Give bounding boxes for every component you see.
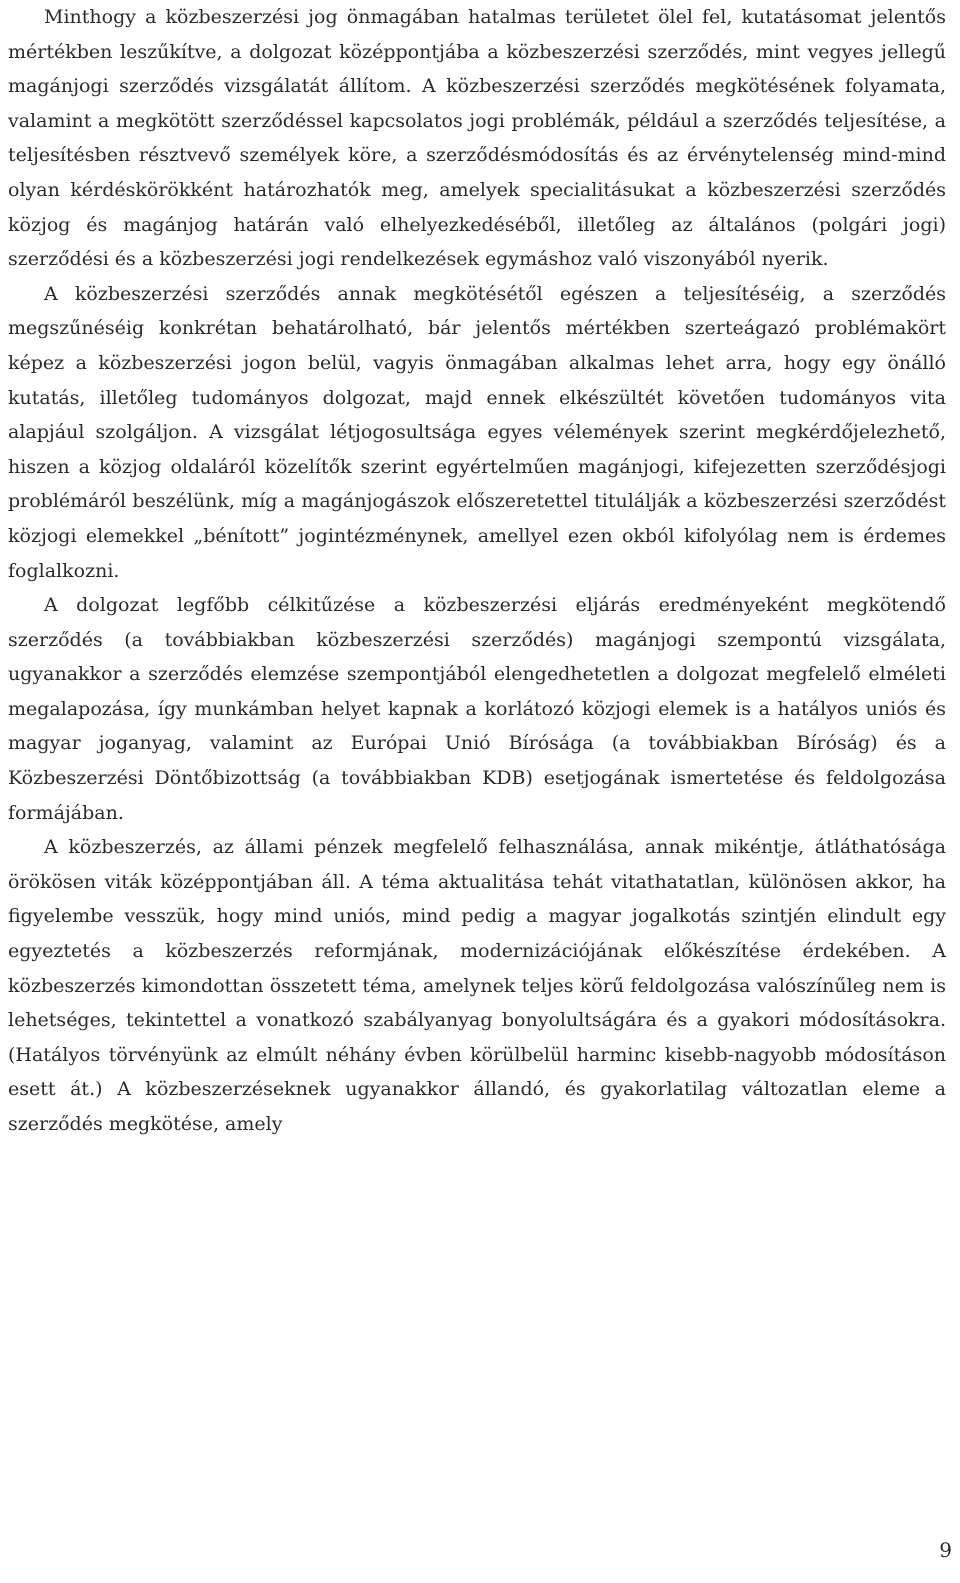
paragraph: Minthogy a közbeszerzési jog önmagában hatalmas területet ölel fel, kutatásomat jelentős mértékben leszűkítve, a dolgozat középpontjába a közbeszerzési szerződés, mint vegyes jellegű magánjogi szerződés vizsgálatát állítom. A közbeszerzési szerződés megkötésének folyamata, valamint a megkötött szerződéssel kapcsolatos jogi problémák, például a szerződés teljesítése, a teljesítésben résztvevő személyek köre, a szerződésmódosítás és az érvénytelenség mind-mind olyan kérdéskörökként határozhatók meg, amelyek specialitásukat a közbeszerzési szerződés közjog és magánjog határán való elhelyezkedéséből, illetőleg az általános (polgári jogi) szerződési és a közbeszerzési jogi rendelkezések egymáshoz való viszonyából nyerik.: [8, 6, 946, 271]
paragraph: A közbeszerzés, az állami pénzek megfelelő felhasználása, annak mikéntje, átláthatósága örökösen viták középpontjában áll. A téma aktualitása tehát vitathatatlan, különösen akkor, ha figyelembe vesszük, hogy mind uniós, mind pedig a magyar jogalkotás szintjén elindult egy egyeztetés a közbeszerzés reformjának, modernizációjának előkészítése érdekében. A közbeszerzés kimondottan összetett téma, amelynek teljes körű feldolgozása valószínűleg nem is lehetséges, tekintettel a vonatkozó szabályanyag bonyolultságára és a gyakori módosításokra. (Hatályos törvényünk az elmúlt néhány évben körülbelül harminc kisebb-nagyobb módosításon esett át.) A közbeszerzéseknek ugyanakkor állandó, és gyakorlatilag változatlan eleme a szerződés megkötése, amely: [8, 836, 946, 1135]
paragraph: A dolgozat legfőbb célkitűzése a közbeszerzési eljárás eredményeként megkötendő szerződés (a továbbiakban közbeszerzési szerződés) magánjogi szempontú vizsgálata, ugyanakkor a szerződés elemzése szempontjából elengedhetetlen a dolgozat megfelelő elméleti megalapozása, így munkámban helyet kapnak a korlátozó közjogi elemek is a hatályos uniós és magyar joganyag, valamint az Európai Unió Bírósága (a továbbiakban Bíróság) és a Közbeszerzési Döntőbizottság (a továbbiakban KDB) esetjogának ismertetése és feldolgozása formájában.: [8, 594, 946, 824]
page-number: 9: [939, 1538, 952, 1562]
document-body: [8, 0, 946, 1142]
paragraph: A közbeszerzési szerződés annak megkötésétől egészen a teljesítéséig, a szerződés megszűnéséig konkrétan behatárolható, bár jelentős mértékben szerteágazó problémakört képez a közbeszerzési jogon belül, vagyis önmagában alkalmas lehet arra, hogy egy önálló kutatás, illetőleg tudományos dolgozat, majd ennek elkészültét követően tudományos vita alapjául szolgáljon. A vizsgálat létjogosultsága egyes vélemények szerint megkérdőjelezhető, hiszen a közjog oldaláról közelítők szerint egyértelműen magánjogi, kifejezetten szerződésjogi problémáról beszélünk, míg a magánjogászok előszeretettel titulálják a közbeszerzési szerződést közjogi elemekkel „bénított” jogintézménynek, amellyel ezen okból kifolyólag nem is érdemes foglalkozni.: [8, 282, 946, 582]
